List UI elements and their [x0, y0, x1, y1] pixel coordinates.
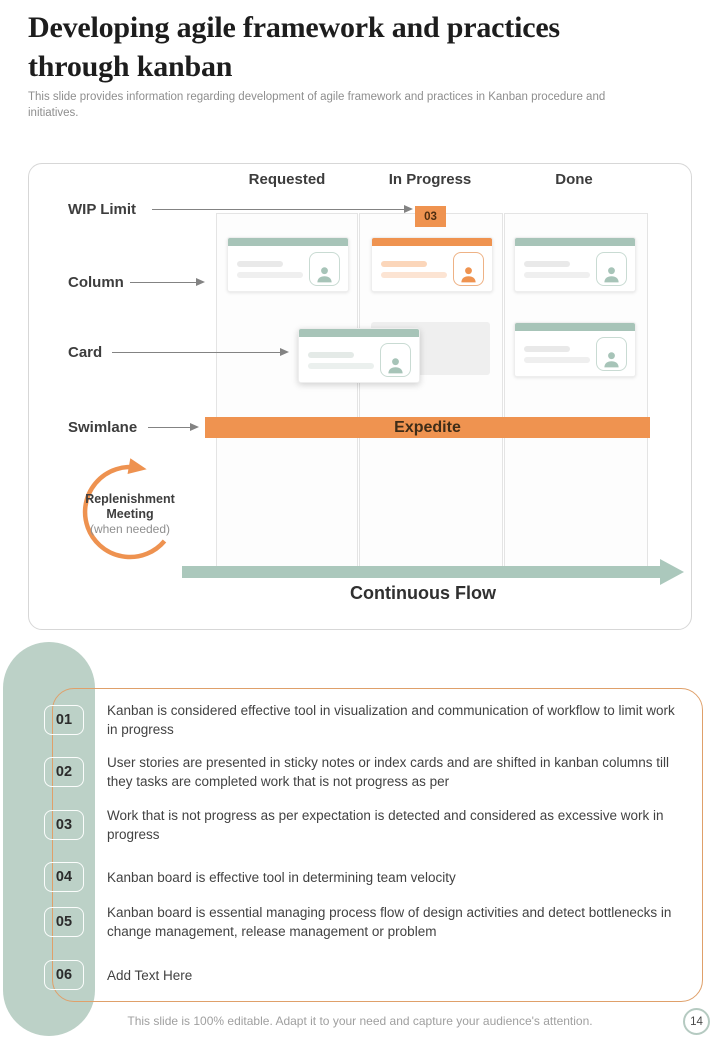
label-swimlane: Swimlane: [68, 419, 138, 436]
replenishment-meeting-label: Replenishment Meeting (when needed): [85, 492, 175, 536]
kanban-card: [514, 237, 636, 292]
kanban-card-dragged: [298, 328, 420, 383]
list-item-text: Kanban is considered effective tool in visualization and communication of workflow to limit work in progress: [107, 703, 675, 737]
list-item: [44, 701, 684, 739]
list-item-text: Kanban board is effective tool in determining team velocity: [107, 869, 456, 885]
list-item: [44, 903, 684, 941]
column-header-requested: Requested: [248, 171, 326, 188]
person-icon: [602, 264, 621, 285]
list-item-number: 05: [44, 907, 84, 937]
label-wip-limit: WIP Limit: [68, 201, 137, 218]
list-item: [44, 753, 684, 791]
label-column: Column: [68, 274, 124, 291]
page-number-badge: 14: [683, 1008, 710, 1035]
kanban-card: [227, 237, 349, 292]
kanban-card: [514, 322, 636, 377]
card-color-bar: [515, 323, 635, 331]
list-item-text: Kanban board is essential managing process flow of design activities and detect bottlenecks in change management, release management or problem: [107, 905, 672, 939]
list-item-text: Work that is not progress as per expectation is detected and considered as excessive work in progress: [107, 808, 664, 842]
expedite-swimlane: Expedite: [205, 417, 650, 438]
list-item-number: 02: [44, 757, 84, 787]
arrow-column: [130, 282, 196, 283]
card-color-bar: [372, 238, 492, 246]
list-item: [44, 858, 684, 896]
list-item-number: 06: [44, 960, 84, 990]
continuous-flow-label: Continuous Flow: [350, 583, 496, 603]
avatar: [596, 252, 627, 286]
person-icon: [386, 355, 405, 376]
page-subtitle: This slide provides information regarding development of agile framework and practices in Kanban procedure and initiatives.: [28, 91, 606, 119]
footer-note: This slide is 100% editable. Adapt it to your need and capture your audience's attention.: [127, 1014, 593, 1028]
avatar: [380, 343, 411, 377]
label-card: Card: [68, 344, 103, 361]
person-icon: [459, 264, 478, 285]
column-header-done: Done: [555, 171, 593, 188]
avatar: [309, 252, 340, 286]
list-item-number: 04: [44, 862, 84, 892]
person-icon: [315, 264, 334, 285]
card-color-bar: [299, 329, 419, 337]
avatar: [596, 337, 627, 371]
arrow-wip-limit: [152, 209, 404, 210]
column-header-in-progress: In Progress: [388, 171, 472, 188]
list-item: [44, 806, 684, 844]
kanban-card: [371, 237, 493, 292]
list-item-number: 03: [44, 810, 84, 840]
list-item-text: Add Text Here: [107, 967, 193, 983]
card-color-bar: [515, 238, 635, 246]
person-icon: [602, 349, 621, 370]
wip-limit-badge: 03: [415, 206, 446, 227]
avatar: [453, 252, 484, 286]
list-item: [44, 956, 684, 994]
continuous-flow-arrow: [182, 566, 660, 578]
list-item-number: 01: [44, 705, 84, 735]
continuous-flow-arrowhead: [660, 559, 684, 585]
card-color-bar: [228, 238, 348, 246]
arrow-card: [112, 352, 280, 353]
page-title: Developing agile framework and practices through kanban: [28, 11, 560, 83]
arrow-swimlane: [148, 427, 190, 428]
list-item-text: User stories are presented in sticky notes or index cards and are shifted in kanban columns till they tasks are completed work that is not progress as per: [107, 755, 670, 789]
